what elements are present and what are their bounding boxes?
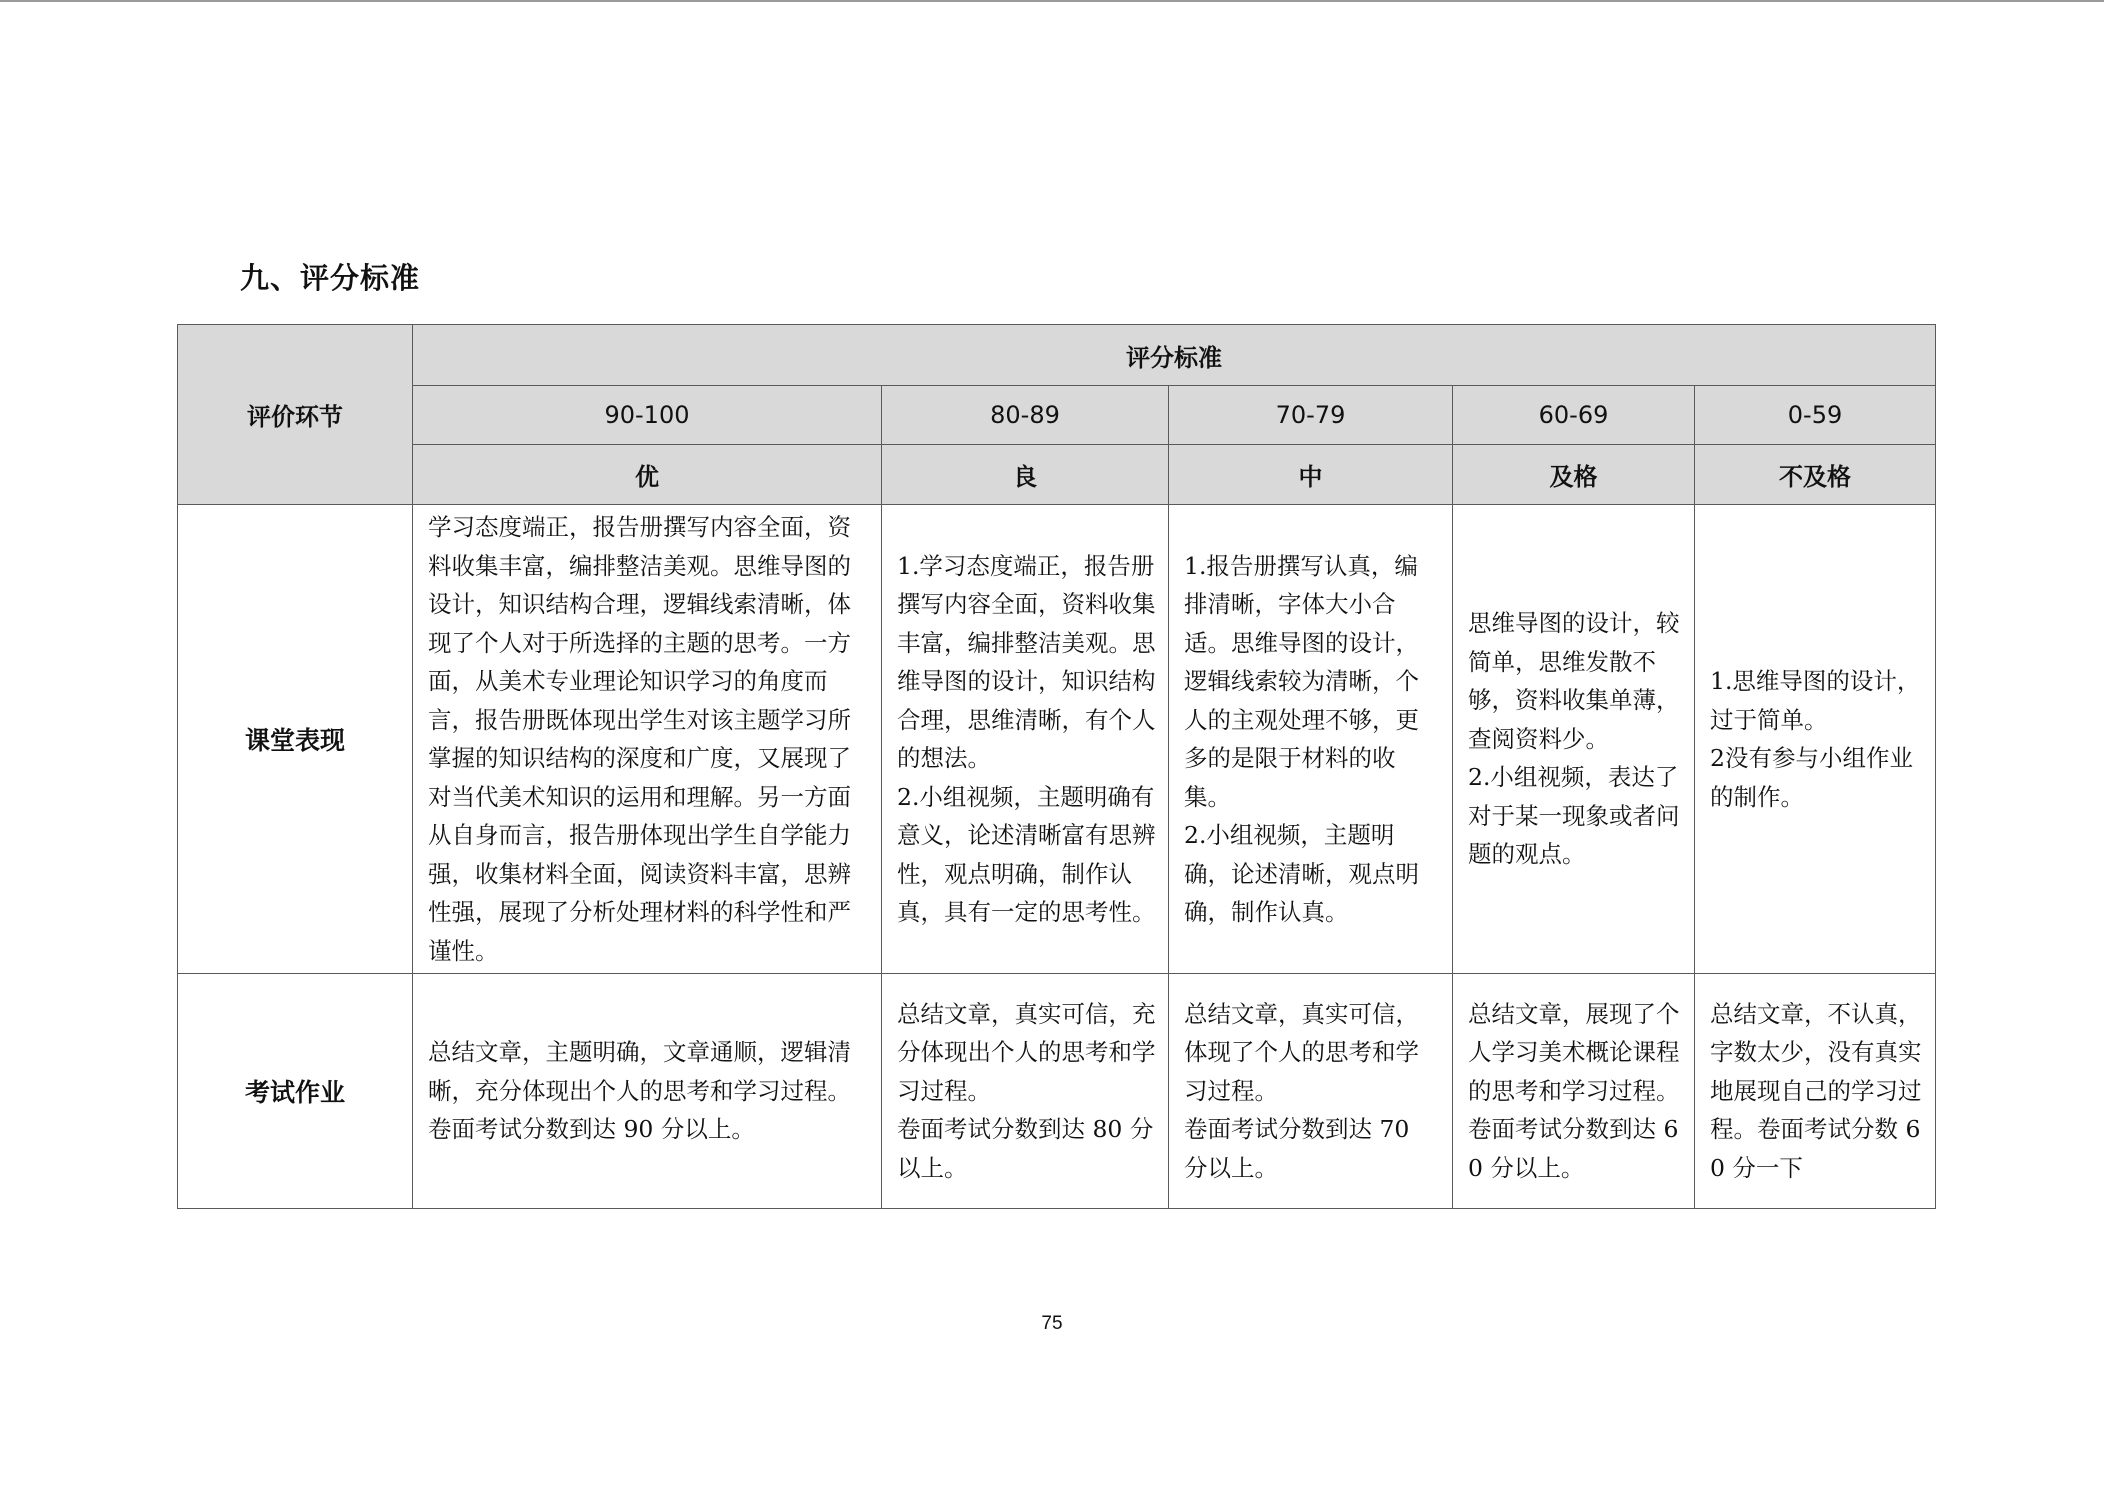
- criteria-cell: [1453, 505, 1695, 974]
- criteria-cell: [1169, 974, 1453, 1209]
- criteria-text: 学习态度端正，报告册撰写内容全面，资料收集丰富，编排整洁美观。思维导图的设计，知识结构合理，逻辑线索清晰，体现了个人对于所选择的主题的思考。一方面，从美术专业理论知识学习的角度而言，报告册既体现出学生对该主题学习所掌握的知识结构的深度和广度，又展现了对当代美术知识的运用和理解。另一方面从自身而言，报告册体现出学生自学能力强，收集材料全面，阅读资料丰富，思辨性强，展现了分析处理材料的科学性和严谨性。: [428, 513, 851, 965]
- criteria-text: 总结文章，真实可信，充分体现出个人的思考和学习过程。: [897, 999, 1156, 1105]
- grade-header: 及格: [1453, 445, 1695, 505]
- score-range-header: 60-69: [1453, 386, 1695, 445]
- row-label-exam: 考试作业: [178, 974, 413, 1209]
- criteria-text: 总结文章，展现了个人学习美术概论课程的思考和学习过程。: [1468, 999, 1680, 1105]
- grade-header: 优: [413, 445, 882, 505]
- criteria-text: 2.小组视频，主题明确有意义，论述清晰富有思辨性，观点明确，制作认真，具有一定的思考性。: [897, 782, 1156, 926]
- criteria-text: 总结文章，不认真，字数太少，没有真实地展现自己的学习过程。卷面考试分数 60 分一下: [1710, 999, 1922, 1182]
- row-label-classroom: 课堂表现: [178, 505, 413, 974]
- score-range-header: 80-89: [882, 386, 1169, 445]
- criteria-cell: [1695, 505, 1936, 974]
- criteria-cell: [1695, 974, 1936, 1209]
- corner-header: 评价环节: [178, 325, 413, 505]
- section-heading: 九、评分标准: [240, 261, 421, 295]
- criteria-text: 思维导图的设计，较简单，思维发散不够，资料收集单薄，查阅资料少。: [1468, 609, 1680, 753]
- criteria-cell: [1169, 505, 1453, 974]
- table-row: [178, 505, 1936, 974]
- criteria-text: 2.小组视频，主题明确，论述清晰，观点明确，制作认真。: [1184, 821, 1419, 926]
- score-range-header: 90-100: [413, 386, 882, 445]
- criteria-text: 卷面考试分数到达 80 分以上。: [897, 1115, 1154, 1182]
- criteria-text: 2.小组视频，表达了对于某一现象或者问题的观点。: [1468, 763, 1680, 869]
- score-range-header: 0-59: [1695, 386, 1936, 445]
- page-number: 75: [1041, 1313, 1063, 1334]
- grade-header: 不及格: [1695, 445, 1936, 505]
- criteria-text: 卷面考试分数到达 60 分以上。: [1468, 1115, 1679, 1182]
- criteria-cell: [1453, 974, 1695, 1209]
- criteria-text: 1.思维导图的设计，过于简单。: [1710, 667, 1921, 734]
- criteria-cell: [413, 974, 882, 1209]
- header-row-grades: [178, 445, 1936, 505]
- criteria-cell: [413, 505, 882, 974]
- grade-header: 中: [1169, 445, 1453, 505]
- criteria-cell: [882, 974, 1169, 1209]
- grade-header: 良: [882, 445, 1169, 505]
- table-row: [178, 974, 1936, 1209]
- header-row-group: [178, 325, 1936, 386]
- criteria-text: 卷面考试分数到达 70 分以上。: [1184, 1115, 1410, 1182]
- criteria-text: 1.报告册撰写认真，编排清晰，字体大小合适。思维导图的设计，逻辑线索较为清晰，个人的主观处理不够，更多的是限于材料的收集。: [1184, 551, 1419, 811]
- grading-rubric-table: [177, 324, 1936, 1209]
- criteria-text: 总结文章，主题明确，文章通顺，逻辑清晰，充分体现出个人的思考和学习过程。卷面考试分数到达 90 分以上。: [428, 1038, 851, 1144]
- group-header: 评分标准: [413, 325, 1936, 386]
- criteria-text: 1.学习态度端正，报告册撰写内容全面，资料收集丰富，编排整洁美观。思维导图的设计，知识结构合理，思维清晰，有个人的想法。: [897, 551, 1156, 772]
- score-range-header: 70-79: [1169, 386, 1453, 445]
- header-row-scores: [178, 386, 1936, 445]
- criteria-cell: [882, 505, 1169, 974]
- criteria-text: 总结文章，真实可信，体现了个人的思考和学习过程。: [1184, 999, 1419, 1105]
- criteria-text: 2没有参与小组作业的制作。: [1710, 744, 1913, 811]
